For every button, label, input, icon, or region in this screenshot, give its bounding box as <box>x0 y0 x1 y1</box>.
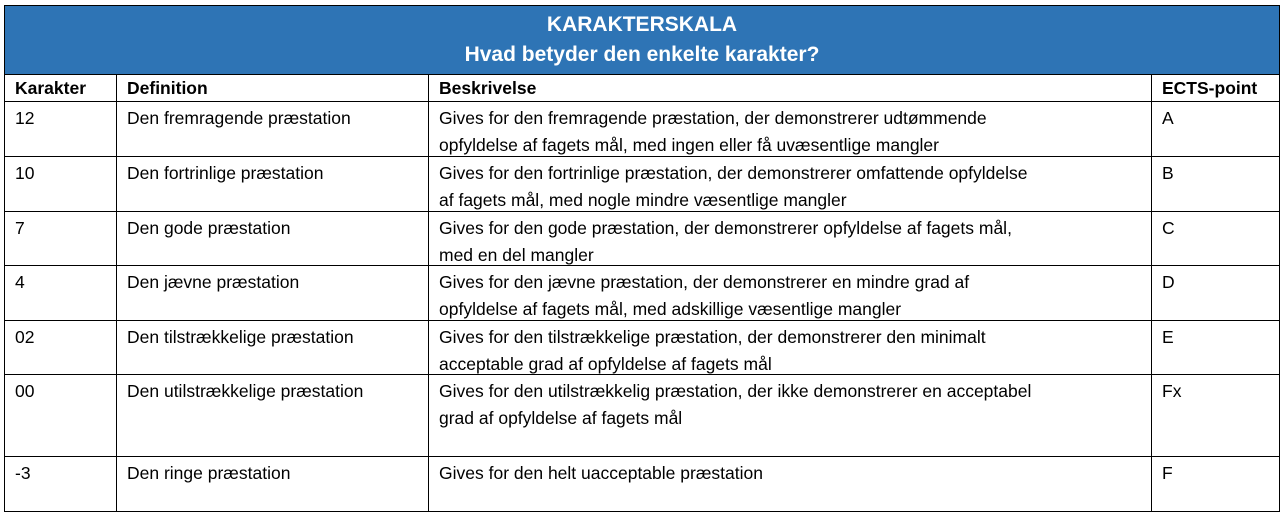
definition-cell: Den jævne præstation <box>117 266 429 320</box>
ects-cell: A <box>1162 108 1174 128</box>
grade-cell: 02 <box>5 321 117 374</box>
column-header-ects: ECTS-point <box>1162 78 1258 98</box>
table-title: KARAKTERSKALA <box>546 13 738 36</box>
table-row <box>5 457 1279 511</box>
description-line: acceptable grad af opfyldelse af fagets mål <box>439 354 772 374</box>
table-row <box>5 321 1279 375</box>
description-line: opfyldelse af fagets mål, med adskillige væsentlige mangler <box>439 299 902 319</box>
description-line: af fagets mål, med nogle mindre væsentlige mangler <box>439 190 847 210</box>
description-line: Gives for den helt uacceptable præstation <box>439 463 763 483</box>
column-header-karakter: Karakter <box>5 75 117 101</box>
description-cell <box>429 321 1152 374</box>
definition-cell: Den tilstrækkelige præstation <box>117 321 429 374</box>
definition-cell: Den ringe præstation <box>117 457 429 511</box>
definition-cell: Den utilstrækkelige præstation <box>117 375 429 456</box>
description-cell <box>429 157 1152 211</box>
description-cell <box>429 212 1152 265</box>
table-title-band <box>5 6 1279 75</box>
table-row <box>5 212 1279 266</box>
ects-cell: B <box>1162 163 1174 183</box>
description-line: Gives for den gode præstation, der demonstrerer opfyldelse af fagets mål, <box>439 218 1012 238</box>
table-row <box>5 266 1279 321</box>
definition-cell: Den gode præstation <box>117 212 429 265</box>
table-subtitle: Hvad betyder den enkelte karakter? <box>464 43 820 66</box>
definition-cell: Den fremragende præstation <box>117 102 429 156</box>
ects-cell: F <box>1162 463 1173 483</box>
description-cell <box>429 266 1152 320</box>
description-cell <box>429 457 1152 511</box>
grade-cell: -3 <box>5 457 117 511</box>
grade-cell: 10 <box>5 157 117 211</box>
description-line: Gives for den jævne præstation, der demonstrerer en mindre grad af <box>439 272 970 292</box>
description-line: Gives for den fortrinlige præstation, der demonstrerer omfattende opfyldelse <box>439 163 1028 183</box>
column-header-row <box>5 75 1279 102</box>
table-row <box>5 157 1279 212</box>
ects-cell: C <box>1162 218 1175 238</box>
grade-cell: 12 <box>5 102 117 156</box>
column-header-beskrivelse: Beskrivelse <box>429 75 1152 101</box>
definition-cell: Den fortrinlige præstation <box>117 157 429 211</box>
description-line: opfyldelse af fagets mål, med ingen eller få uvæsentlige mangler <box>439 135 939 155</box>
description-cell <box>429 102 1152 156</box>
ects-cell: Fx <box>1162 381 1182 401</box>
grade-cell: 00 <box>5 375 117 456</box>
grade-cell: 4 <box>5 266 117 320</box>
column-header-definition: Definition <box>117 75 429 101</box>
description-line: med en del mangler <box>439 245 594 265</box>
table-row <box>5 102 1279 157</box>
description-cell <box>429 375 1152 456</box>
ects-cell: D <box>1162 272 1175 292</box>
description-line: Gives for den utilstrækkelig præstation, der ikke demonstrerer en acceptabel <box>439 381 1032 401</box>
grading-scale-table <box>4 5 1280 512</box>
grade-cell: 7 <box>5 212 117 265</box>
ects-cell: E <box>1162 327 1174 347</box>
description-line: Gives for den fremragende præstation, der demonstrerer udtømmende <box>439 108 987 128</box>
description-line: grad af opfyldelse af fagets mål <box>439 408 683 428</box>
description-line: Gives for den tilstrækkelige præstation, der demonstrerer den minimalt <box>439 327 986 347</box>
table-row <box>5 375 1279 457</box>
